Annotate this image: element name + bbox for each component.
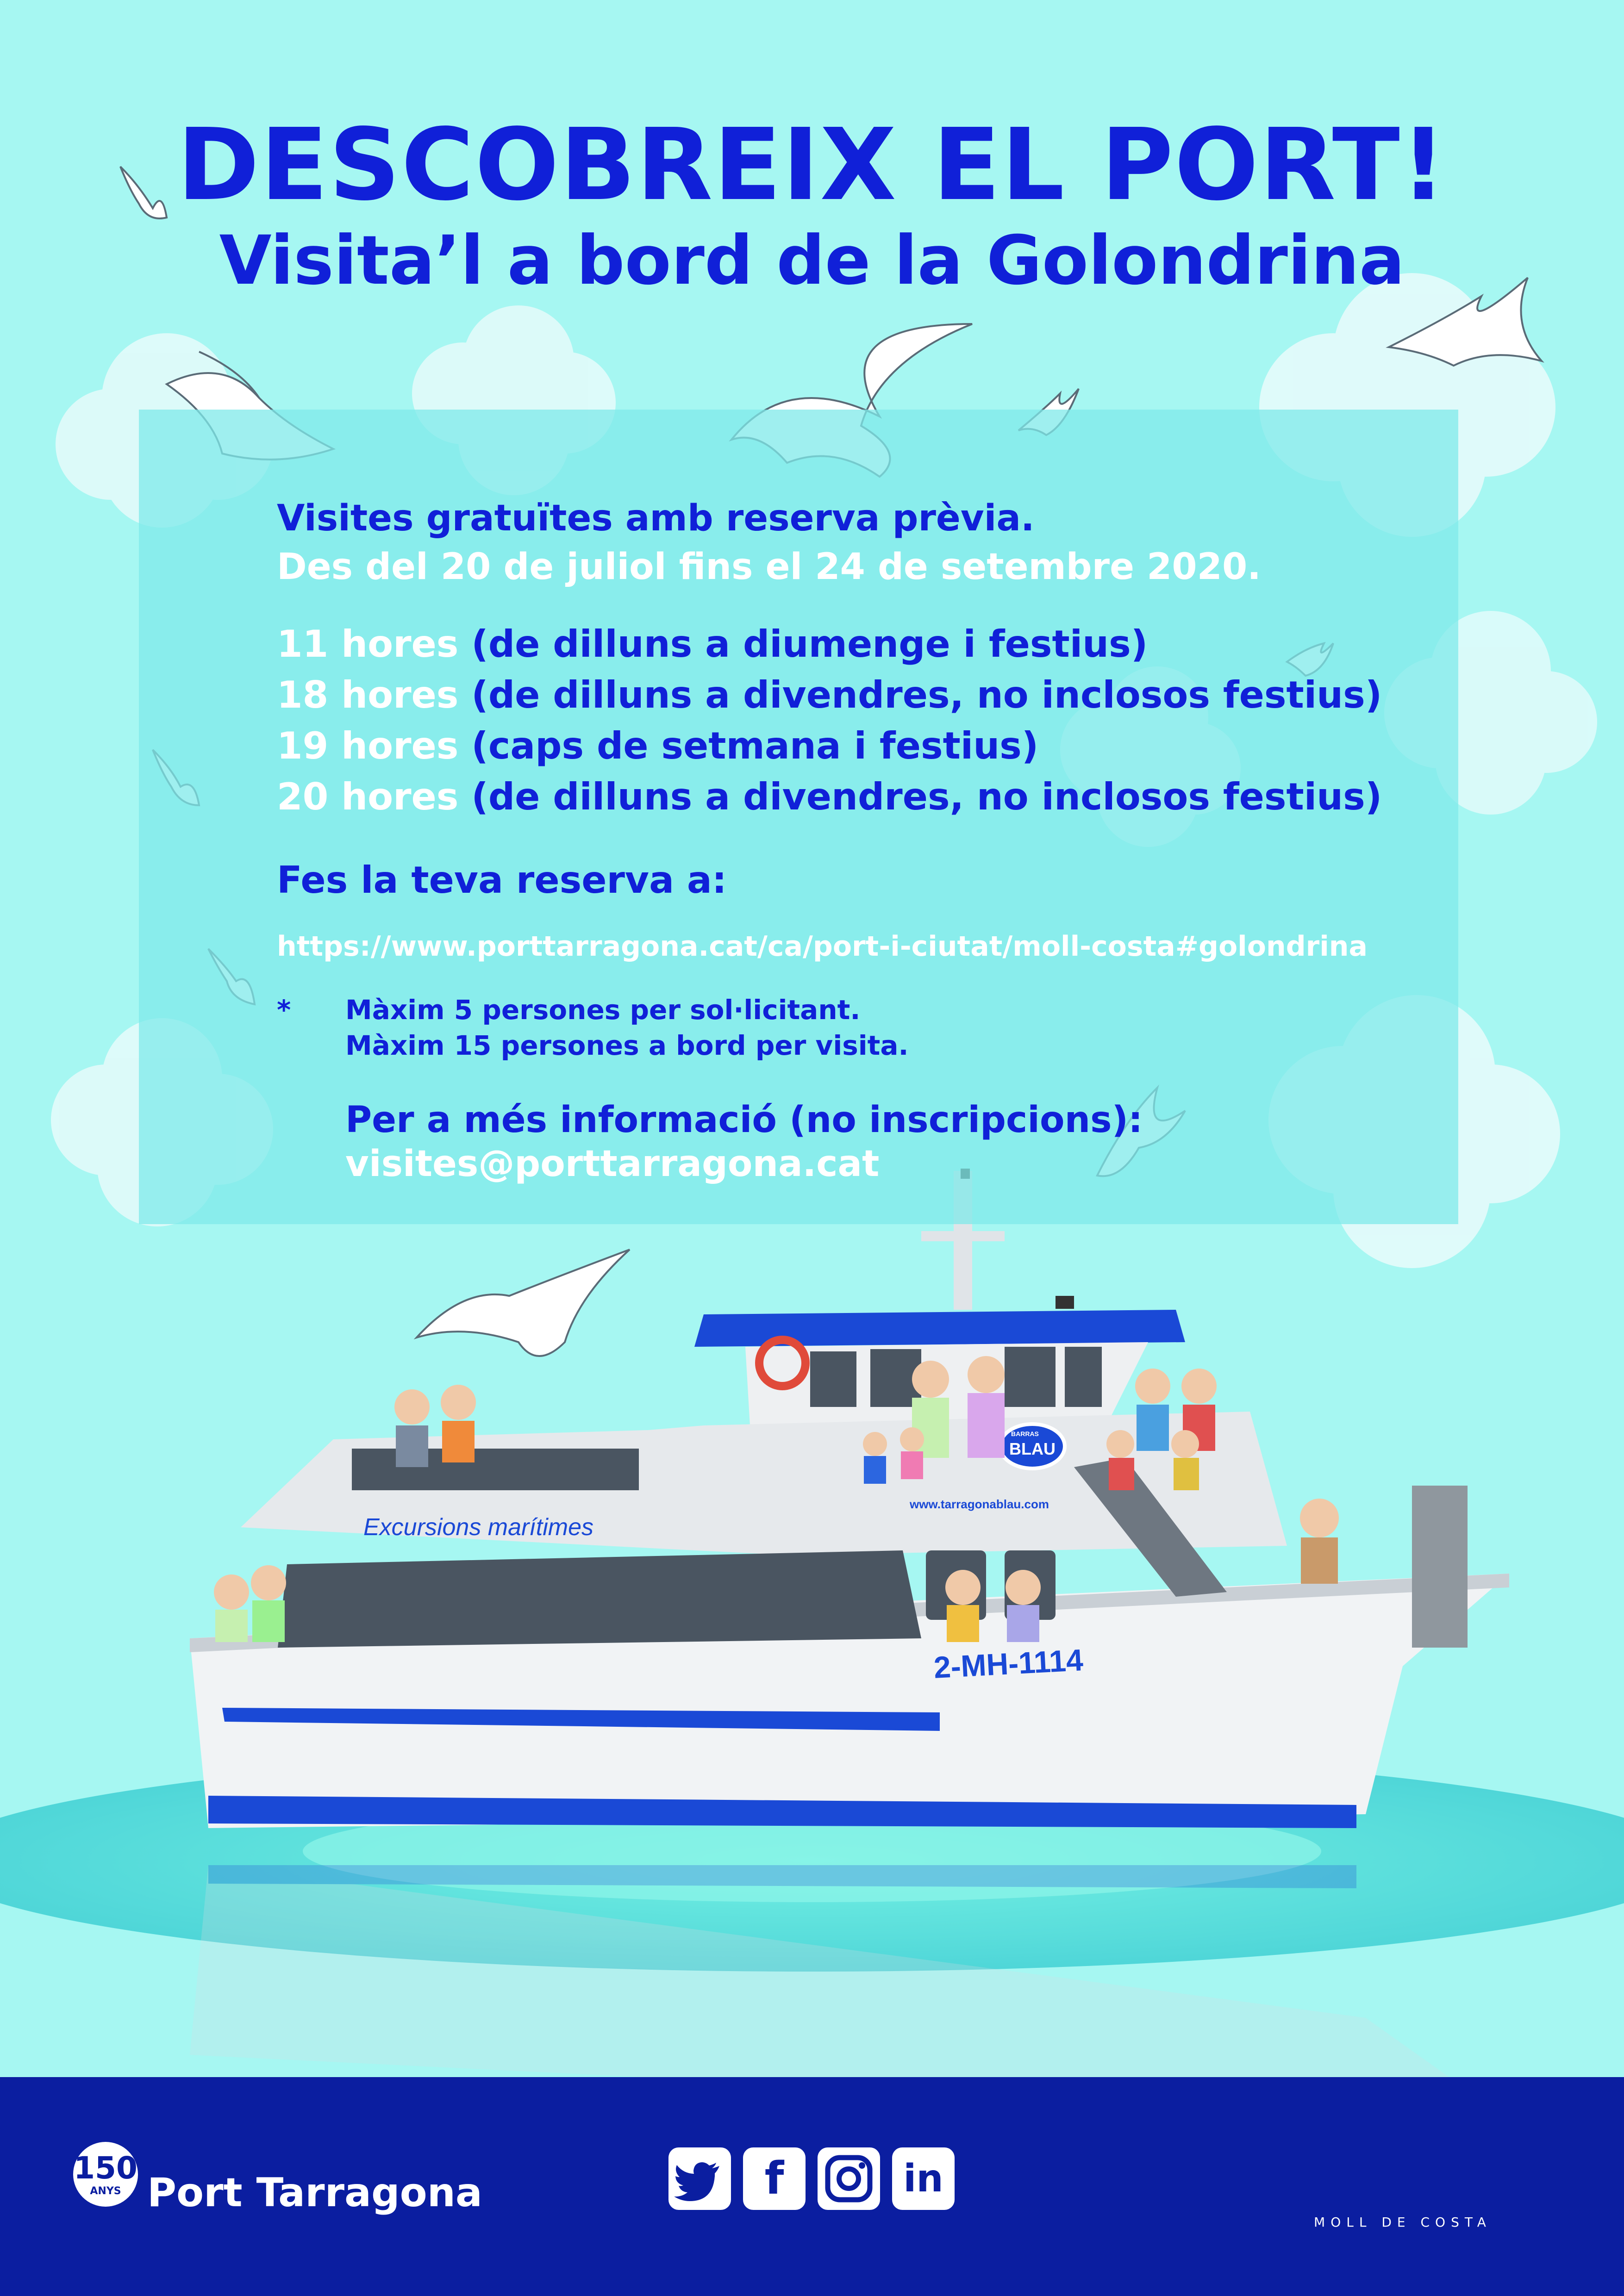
schedule-desc: (caps de setmana i festius)	[471, 724, 1039, 767]
contact-email[interactable]: visites@porttarragona.cat	[345, 1143, 880, 1185]
schedule-desc: (de dilluns a divendres, no inclosos festius)	[471, 673, 1382, 716]
linkedin-icon[interactable]	[892, 2147, 955, 2210]
anniversary-badge	[73, 2142, 138, 2207]
anniversary-sub: ANYS	[90, 2185, 121, 2197]
seagull-icon	[417, 1250, 630, 1356]
schedule-row	[277, 673, 1382, 716]
boat-website: www.tarragonablau.com	[910, 1497, 1049, 1511]
facebook-glyph: f	[764, 2153, 784, 2204]
schedule-row	[277, 775, 1382, 818]
boat-badge-top: BARRAS	[1011, 1430, 1039, 1437]
schedule-hour: 11 hores	[277, 622, 459, 666]
booking-label: Fes la teva reserva a:	[277, 859, 727, 902]
page-title: DESCOBREIX EL PORT!	[177, 107, 1447, 223]
partner-name: MOLL DE COSTA	[1314, 2215, 1492, 2230]
boat	[190, 1169, 1509, 1828]
schedule-hour: 20 hores	[277, 775, 459, 818]
schedule-hour: 19 hores	[277, 724, 459, 767]
info-line-dates: Des del 20 de juliol fins el 24 de setembre 2020.	[277, 546, 1261, 588]
anniversary-number: 150	[74, 2150, 137, 2186]
instagram-icon[interactable]	[818, 2147, 880, 2210]
boat-side-label: Excursions marítimes	[363, 1514, 593, 1541]
limit-per-requester: Màxim 5 persones per sol·licitant.	[345, 994, 861, 1026]
booking-link[interactable]: https://www.porttarragona.cat/ca/port-i-ciutat/moll-costa#golondrina	[277, 930, 1368, 963]
facebook-icon[interactable]	[743, 2147, 806, 2210]
contact-label: Per a més informació (no inscripcions):	[345, 1099, 1143, 1141]
asterisk: *	[277, 994, 291, 1026]
schedule-desc: (de dilluns a divendres, no inclosos festius)	[471, 775, 1382, 818]
schedule-row	[277, 724, 1038, 767]
brand-name: Port Tarragona	[147, 2170, 482, 2216]
linkedin-glyph: in	[903, 2157, 943, 2201]
boat-registration: 2-MH-1114	[933, 1643, 1084, 1685]
limit-per-visit: Màxim 15 persones a bord per visita.	[345, 1030, 909, 1061]
schedule-desc: (de dilluns a diumenge i festius)	[471, 622, 1148, 666]
info-line-free-visits: Visites gratuïtes amb reserva prèvia.	[277, 498, 1035, 539]
twitter-icon[interactable]	[668, 2147, 731, 2210]
boat-badge-main: BLAU	[1009, 1439, 1056, 1458]
schedule-hour: 18 hores	[277, 673, 459, 716]
schedule-row	[277, 622, 1148, 666]
page-subtitle: Visita’l a bord de la Golondrina	[219, 221, 1405, 300]
